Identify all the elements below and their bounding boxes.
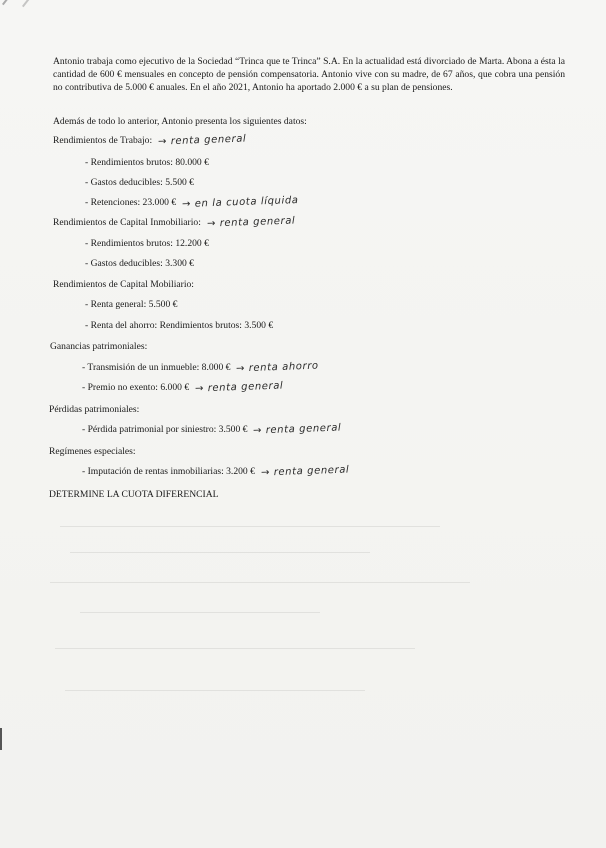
regimenes-imputacion-line (82, 466, 349, 478)
inmobiliario-heading: Rendimientos de Capital Inmobiliario: (53, 217, 201, 228)
inmobiliario-heading-line (53, 217, 295, 229)
mobiliario-renta-ahorro: - Renta del ahorro: Rendimientos brutos: 3.500 € (85, 320, 274, 331)
scan-pen-mark (22, 0, 35, 7)
trabajo-brutos: - Rendimientos brutos: 80.000 € (85, 157, 209, 168)
mobiliario-heading: Rendimientos de Capital Mobiliario: (53, 279, 194, 290)
ganancias-premio: - Premio no exento: 6.000 € (82, 382, 190, 393)
mobiliario-renta-general: - Renta general: 5.500 € (85, 299, 178, 310)
premio-handwritten-note: → renta general (194, 380, 284, 395)
bleed-through-line (55, 648, 415, 649)
ganancias-heading: Ganancias patrimoniales: (50, 341, 148, 352)
question-heading: DETERMINE LA CUOTA DIFERENCIAL (49, 489, 219, 500)
perdidas-siniestro: - Pérdida patrimonial por siniestro: 3.500 € (82, 424, 248, 435)
trabajo-heading-line (53, 135, 247, 147)
datos-intro: Además de todo lo anterior, Antonio presenta los siguientes datos: (53, 116, 307, 127)
trabajo-heading: Rendimientos de Trabajo: (53, 135, 153, 146)
ganancias-transmision: - Transmisión de un inmueble: 8.000 € (82, 362, 231, 373)
bleed-through-line (60, 526, 440, 527)
bleed-through-line (65, 690, 365, 691)
bleed-through-line (50, 582, 470, 583)
trabajo-handwritten-note: → renta general (157, 133, 247, 148)
perdidas-siniestro-line (82, 424, 342, 436)
siniestro-handwritten-note: → renta general (253, 422, 343, 437)
trabajo-retenciones-line (85, 194, 299, 211)
inmobiliario-gastos: - Gastos deducibles: 3.300 € (85, 258, 194, 269)
inmobiliario-brutos: - Rendimientos brutos: 12.200 € (85, 238, 209, 249)
trabajo-gastos: - Gastos deducibles: 5.500 € (85, 177, 194, 188)
scan-edge-mark (0, 728, 2, 750)
ganancias-premio-line (82, 382, 284, 394)
trabajo-retenciones: - Retenciones: 23.000 € (85, 197, 177, 208)
regimenes-imputacion: - Imputación de rentas inmobiliarias: 3.200 € (82, 466, 255, 477)
retenciones-handwritten-note: → en la cuota líquida (181, 194, 299, 211)
intro-paragraph: Antonio trabaja como ejecutivo de la Sociedad “Trinca que te Trinca” S.A. En la actualidad está divorciado de Marta. Abona a ésta la cantidad de 600 € mensuales en concepto de pensión compensatoria. Antonio vive con su madre, de 67 años, que cobra una pensión no contributiva de 5.000 € anuales. En el año 2021, Antonio ha aportado 2.000 € a su plan de pensiones. (53, 56, 565, 93)
bleed-through-line (70, 552, 370, 553)
perdidas-heading: Pérdidas patrimoniales: (49, 404, 140, 415)
regimenes-heading: Regímenes especiales: (49, 446, 136, 457)
transmision-handwritten-note: → renta ahorro (236, 360, 320, 375)
scan-pen-mark (2, 0, 22, 5)
ganancias-transmision-line (82, 362, 319, 374)
bleed-through-line (80, 612, 320, 613)
inmobiliario-handwritten-note: → renta general (206, 215, 296, 230)
imputacion-handwritten-note: → renta general (260, 464, 350, 479)
